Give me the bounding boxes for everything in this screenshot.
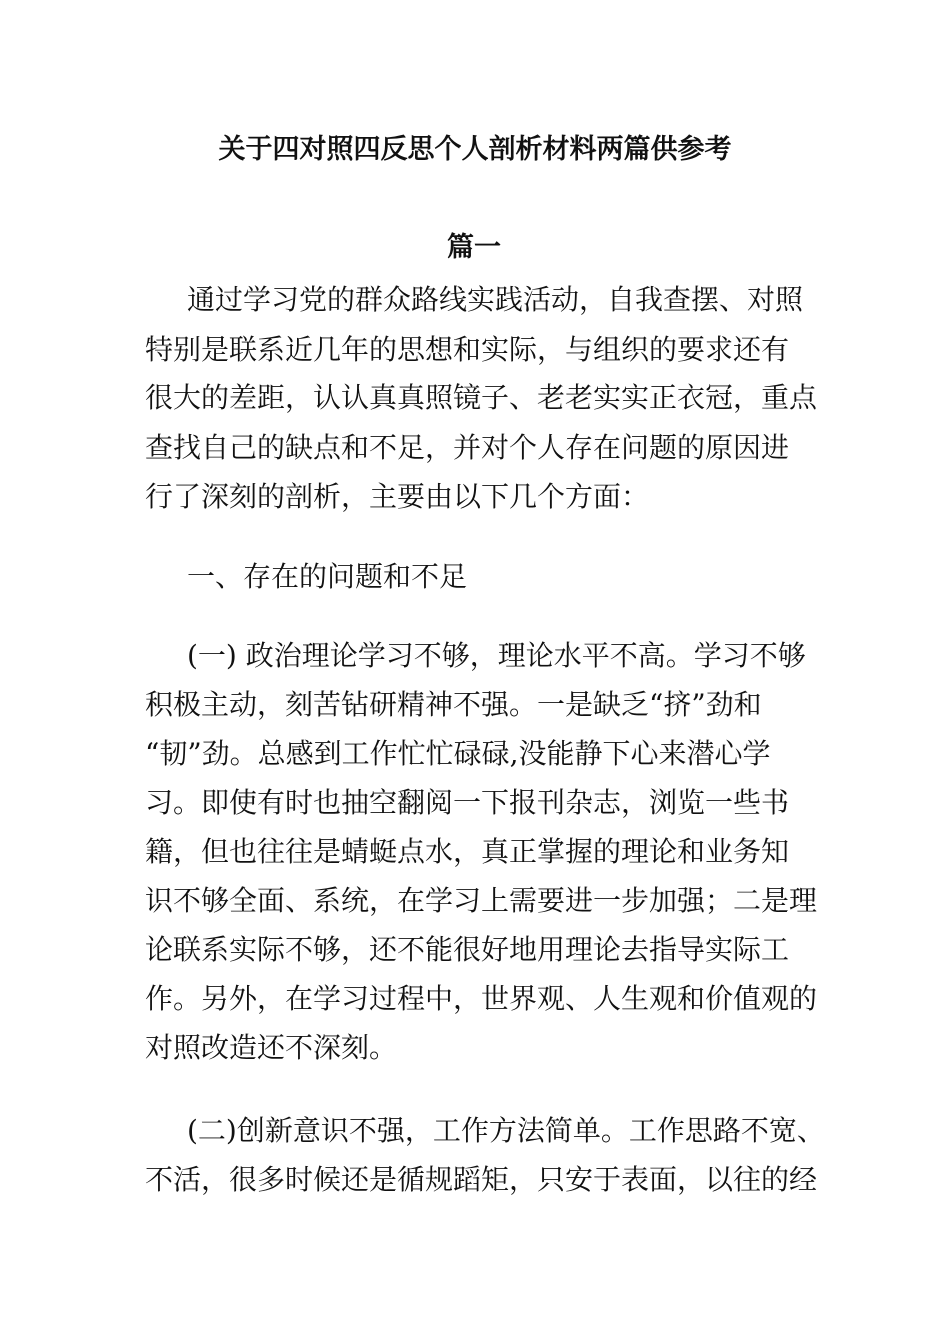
paragraph-line: 不活，很多时候还是循规蹈矩，只安于表面，以往的经 [145, 1163, 818, 1196]
paragraph-line: 行了深刻的剖析，主要由以下几个方面： [145, 480, 650, 513]
paragraph-line: (二)创新意识不强，工作方法简单。工作思路不宽、 [187, 1114, 825, 1147]
paragraph-line: 特别是联系近几年的思想和实际，与组织的要求还有 [145, 333, 790, 366]
section-heading: 篇一 [447, 232, 501, 263]
paragraph-line: 很大的差距，认认真真照镜子、老老实实正衣冠，重点 [145, 381, 818, 414]
paragraph-line: 积极主动，刻苦钻研精神不强。一是缺乏“挤”劲和 [145, 688, 762, 721]
paragraph-line: 对照改造还不深刻。 [145, 1031, 398, 1064]
paragraph-line: 查找自己的缺点和不足，并对个人存在问题的原因进 [145, 431, 790, 464]
paragraph-line: “韧”劲。总感到工作忙忙碌碌,没能静下心来潜心学 [145, 737, 771, 770]
paragraph-line: 习。即使有时也抽空翻阅一下报刊杂志，浏览一些书 [145, 786, 790, 819]
paragraph-line: 通过学习党的群众路线实践活动，自我查摆、对照 [187, 283, 804, 316]
paragraph-line: 籍，但也往往是蜻蜓点水，真正掌握的理论和业务知 [145, 835, 790, 868]
paragraph-line: 识不够全面、系统，在学习上需要进一步加强；二是理 [145, 884, 818, 917]
paragraph-line: 论联系实际不够，还不能很好地用理论去指导实际工 [145, 933, 790, 966]
paragraph-line: (一) 政治理论学习不够，理论水平不高。学习不够 [187, 639, 806, 672]
document-title: 关于四对照四反思个人剖析材料两篇供参考 [218, 134, 732, 165]
subheading-line: 一、存在的问题和不足 [187, 560, 468, 593]
paragraph-line: 作。另外，在学习过程中，世界观、人生观和价值观的 [145, 982, 818, 1015]
